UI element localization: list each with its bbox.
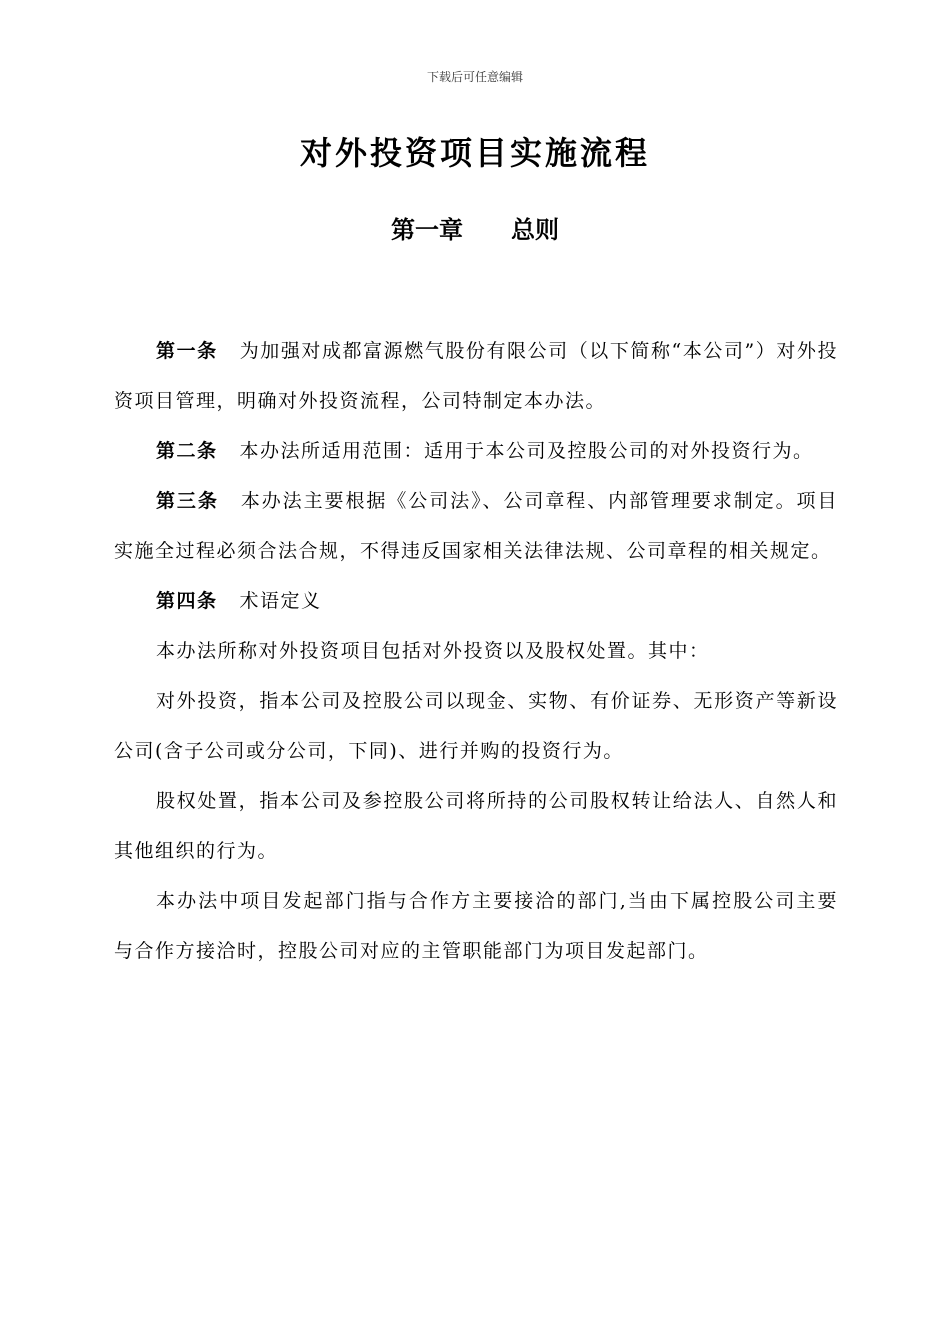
header-note: 下载后可任意编辑 xyxy=(426,70,523,84)
chapter-heading xyxy=(0,210,950,245)
paragraph-equity-disposal-definition: 股权处置，指本公司及参控股公司将所持的公司股权转让给法人、自然人和其他组织的行为。 xyxy=(114,790,838,862)
paragraph-scope: 本办法所称对外投资项目包括对外投资以及股权处置。其中： xyxy=(156,640,710,662)
article-text: 术语定义 xyxy=(239,590,322,612)
article-label: 第四条 xyxy=(156,590,218,612)
article-label: 第一条 xyxy=(156,340,218,362)
article-label: 第三条 xyxy=(156,490,219,512)
article-text: 为加强对成都富源燃气股份有限公司（以下简称“本公司”）对外投资项目管理，明确对外投资流程，公司特制定本办法。 xyxy=(114,340,838,412)
article-label: 第二条 xyxy=(156,440,218,462)
article-text: 本办法主要根据《公司法》、公司章程、内部管理要求制定。项目实施全过程必须合法合规，不得违反国家相关法律法规、公司章程的相关规定。 xyxy=(114,490,838,562)
article-2 xyxy=(114,426,838,476)
document-body xyxy=(114,326,838,976)
chapter-name: 总则 xyxy=(511,215,559,244)
article-3 xyxy=(114,476,838,576)
article-text: 本办法所适用范围：适用于本公司及控股公司的对外投资行为。 xyxy=(239,440,814,462)
article-4 xyxy=(114,576,838,626)
article-1 xyxy=(114,326,838,426)
paragraph-investment-definition: 对外投资，指本公司及控股公司以现金、实物、有价证券、无形资产等新设公司(含子公司或分公司，下同)、进行并购的投资行为。 xyxy=(114,690,838,762)
chapter-number: 第一章 xyxy=(391,215,463,244)
document-title: 对外投资项目实施流程 xyxy=(299,134,650,172)
paragraph-initiating-department: 本办法中项目发起部门指与合作方主要接洽的部门,当由下属控股公司主要与合作方接洽时，控股公司对应的主管职能部门为项目发起部门。 xyxy=(114,890,838,962)
